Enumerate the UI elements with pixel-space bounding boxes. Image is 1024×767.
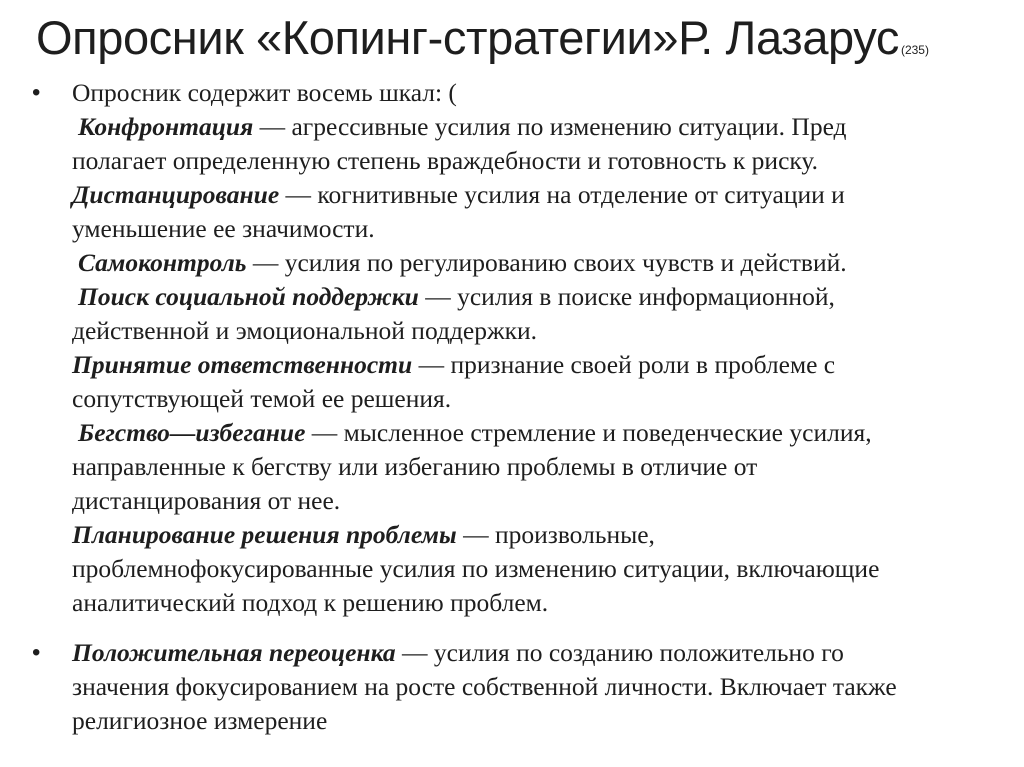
scale-item-responsibility [72,348,1012,416]
intro-text: Опросник содержит восемь шкал: ( [72,78,457,107]
scale-description: — усилия в поиске информационной, [418,282,835,311]
scale-item-escape-avoidance [72,416,1012,518]
scale-description: — усилия по созданию положительно го [395,638,844,667]
scale-term: Самоконтроль [78,248,247,277]
scale-item-planful-problem-solving [72,518,1012,620]
title-reference: (235) [900,43,929,57]
scale-item-distancing [72,178,1012,246]
slide-body [32,76,1012,738]
scale-term: Положительная переоценка [72,638,396,667]
title-text: Опросник «Копинг-стратегии»Р. Лазарус [36,11,899,64]
scale-description: — когнитивные усилия на отделение от ситуации и [279,180,845,209]
bullet-icon: • [32,79,41,106]
scale-description-line: проблемнофокусированные усилия по изменению ситуации, включающие [72,554,880,583]
scale-description-line: полагает определенную степень враждебности и готовность к риску. [72,146,818,175]
scale-term: Конфронтация [78,112,254,141]
bullet-icon: • [32,639,41,666]
scale-description: — агрессивные усилия по изменению ситуации. Пред [253,112,847,141]
scale-item-self-control [72,246,1012,280]
scale-term: Планирование решения проблемы [72,520,457,549]
scale-description-line: направленные к бегству или избеганию проблемы в отличие от [72,452,758,481]
scale-item-confrontation [72,110,1012,178]
scale-description: — усилия по регулированию своих чувств и действий. [246,248,847,277]
scale-description-line: уменьшение ее значимости. [72,214,375,243]
scale-description: — мысленное стремление и поведенческие усилия, [305,418,872,447]
page-title [36,4,929,84]
scale-term: Поиск социальной поддержки [78,282,419,311]
scale-description-line: аналитический подход к решению проблем. [72,588,549,617]
scale-term: Дистанцирование [72,180,280,209]
scale-description-line: сопутствующей темой ее решения. [72,384,452,413]
bullet-scales [32,76,1012,620]
scale-description-line: действенной и эмоциональной поддержки. [72,316,538,345]
scale-term: Бегство—избегание [78,418,306,447]
scale-description-line: значения фокусированием на росте собственной личности. Включает также [72,672,897,701]
scale-term: Принятие ответственности [72,350,413,379]
scale-description-line: дистанцирования от нее. [72,486,341,515]
scale-item-social-support [72,280,1012,348]
bullet-positive-reappraisal [32,636,1012,738]
scale-description: — произвольные, [456,520,655,549]
scale-description: — признание своей роли в проблеме с [412,350,836,379]
scale-description-line: религиозное измерение [72,706,328,735]
